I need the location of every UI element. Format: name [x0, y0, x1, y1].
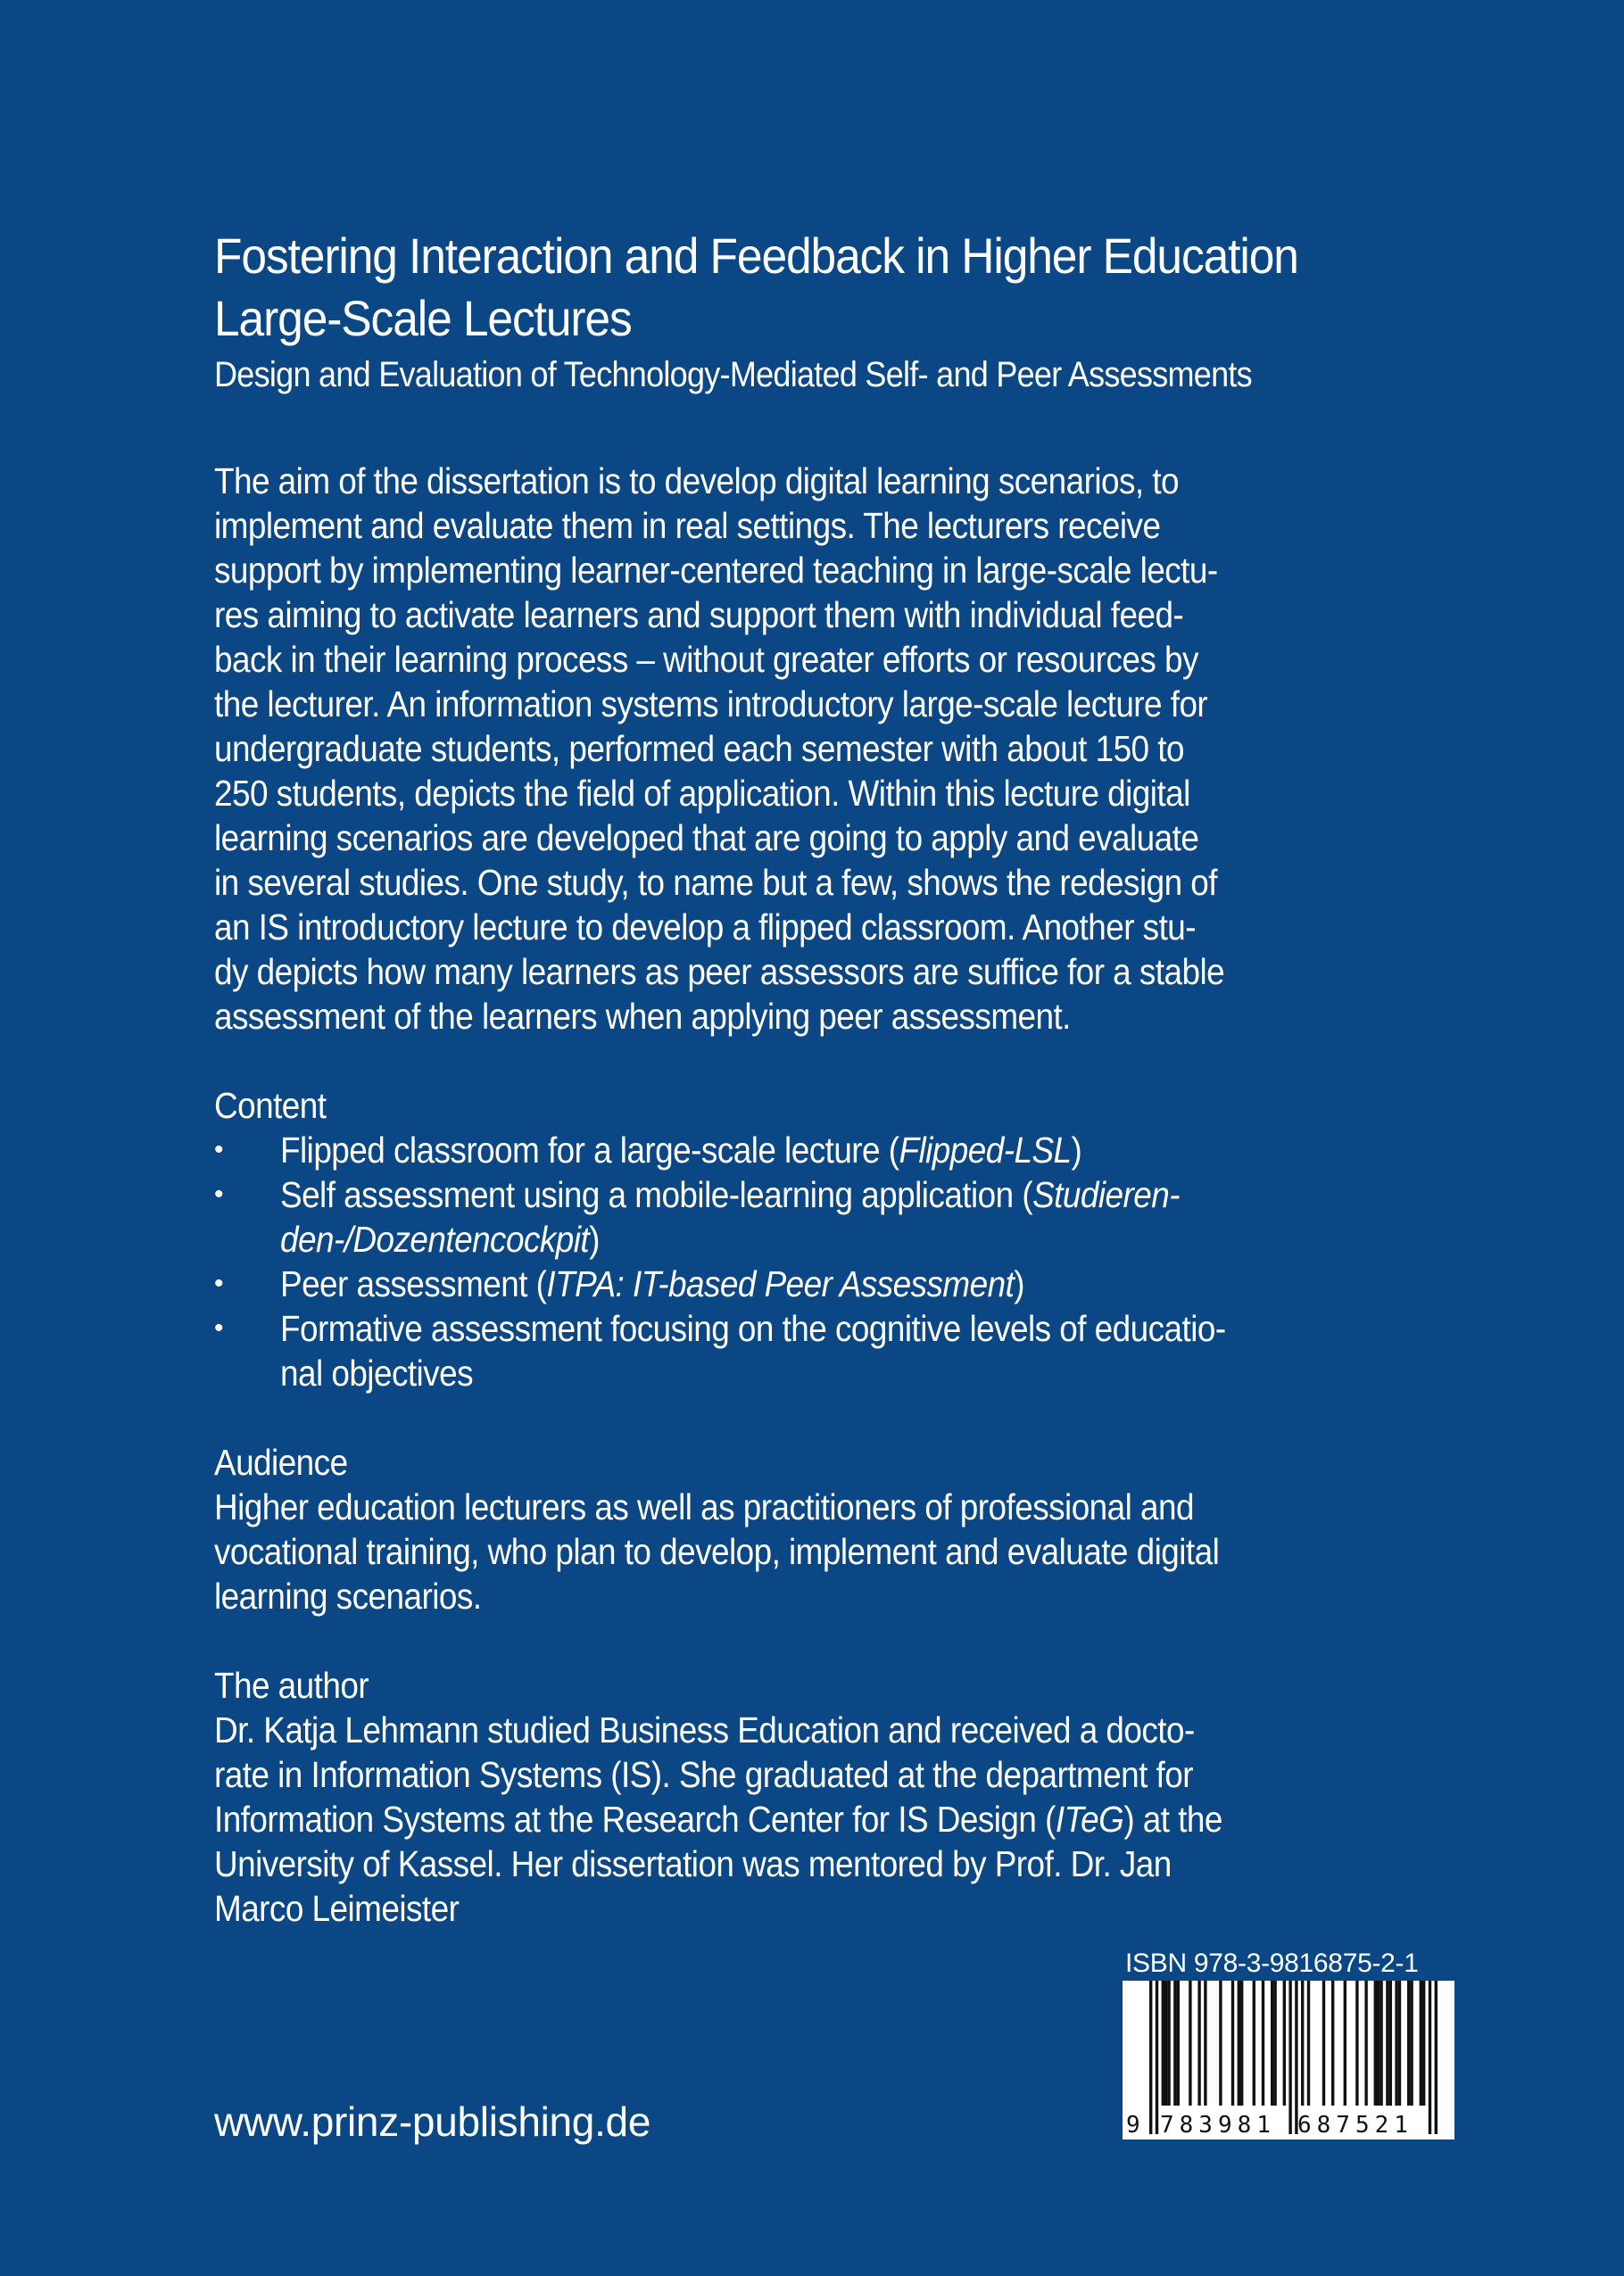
barcode-bar	[1162, 1981, 1164, 2106]
content-item-text	[280, 1217, 600, 1262]
content-heading: Content	[214, 1085, 327, 1126]
content-item-text	[280, 1262, 1024, 1306]
barcode-bar	[1377, 1981, 1380, 2106]
publisher-website-link[interactable]: www.prinz-publishing.de	[214, 2098, 651, 2145]
barcode-digits	[1123, 2111, 1454, 2139]
barcode-bar	[1422, 1981, 1425, 2106]
abstract-line: dy depicts how many learners as peer assessors are suffice for a stable	[214, 951, 1225, 992]
isbn-label: ISBN 978-3-9816875-2-1	[1125, 1949, 1419, 1978]
barcode-bar	[1389, 1981, 1392, 2106]
barcode-bar	[1407, 1981, 1410, 2106]
author-text: Information Systems at the Research Center for IS Design (	[214, 1799, 1056, 1840]
abstract-line: implement and evaluate them in real settings. The lecturers receive	[214, 505, 1161, 546]
audience-line: learning scenarios.	[214, 1576, 482, 1617]
bullet-icon: •	[214, 1313, 224, 1343]
abstract-line: support by implementing learner-centered teaching in large-scale lectu-	[214, 550, 1218, 591]
author-line: Marco Leimeister	[214, 1888, 460, 1929]
audience-heading: Audience	[214, 1442, 348, 1483]
book-title-line-1: Fostering Interaction and Feedback in Higher Education	[214, 228, 1298, 284]
barcode-bar	[1364, 1981, 1367, 2106]
barcode-bar	[1355, 1981, 1358, 2106]
barcode-bar	[1307, 1981, 1310, 2106]
title-block	[214, 225, 1481, 398]
audience-section	[214, 1440, 1481, 1618]
barcode-bar	[1283, 1981, 1286, 2106]
author-line: University of Kassel. Her dissertation was mentored by Prof. Dr. Jan	[214, 1843, 1172, 1884]
barcode-bar	[1331, 1981, 1334, 2106]
isbn-barcode	[1123, 1981, 1454, 2139]
content-list-item	[214, 1172, 1481, 1217]
bullet-icon: •	[214, 1179, 224, 1209]
abstract-line: res aiming to activate learners and support them with individual feed-	[214, 594, 1184, 635]
barcode-bar	[1177, 1981, 1180, 2106]
abstract-line: undergraduate students, performed each semester with about 150 to	[214, 728, 1184, 769]
abstract-line: the lecturer. An information systems introductory large-scale lecture for	[214, 683, 1208, 724]
item-text-italic: Studieren-	[1032, 1174, 1180, 1215]
barcode-lead-digit: 9	[1126, 2112, 1140, 2139]
barcode-bar	[1189, 1981, 1191, 2106]
barcode-bar	[1380, 1981, 1382, 2106]
barcode-bar	[1197, 1981, 1200, 2106]
abstract-line: back in their learning process – without greater efforts or resources by	[214, 639, 1198, 680]
abstract-line: in several studies. One study, to name but a few, shows the redesign of	[214, 862, 1217, 903]
abstract-paragraph	[214, 459, 1481, 1039]
barcode-bar	[1253, 1981, 1255, 2106]
item-text: Self assessment using a mobile-learning application (	[280, 1174, 1033, 1215]
author-line	[214, 1797, 1355, 1841]
content-list-item-continuation	[214, 1351, 1481, 1395]
barcode-bar	[1301, 1981, 1304, 2106]
barcode-bar	[1395, 1981, 1397, 2106]
barcode-bar	[1420, 1981, 1422, 2106]
barcode-bar	[1204, 1981, 1206, 2106]
content-section	[214, 1083, 1481, 1395]
barcode-bar	[1238, 1981, 1240, 2106]
item-text: )	[589, 1219, 600, 1260]
abstract-line: 250 students, depicts the field of application. Within this lecture digital	[214, 773, 1190, 814]
barcode-bar	[1374, 1981, 1377, 2106]
audience-line: Higher education lecturers as well as practitioners of professional and	[214, 1486, 1194, 1527]
item-text-italic: Flipped-LSL	[899, 1130, 1072, 1171]
author-text-italic: ITeG	[1055, 1799, 1124, 1840]
barcode-bar	[1271, 1981, 1273, 2106]
content-item-text	[280, 1172, 1180, 1217]
content-item-text	[280, 1128, 1081, 1172]
item-text: )	[1071, 1130, 1082, 1171]
item-text-italic: ITPA: IT-based Peer Assessment	[546, 1263, 1015, 1304]
barcode-bar	[1322, 1981, 1325, 2106]
bullet-icon: •	[214, 1135, 224, 1164]
barcode-bar	[1262, 1981, 1264, 2106]
content-list-item	[214, 1262, 1481, 1306]
bullet-icon: •	[214, 1269, 224, 1298]
content-list-item	[214, 1306, 1481, 1351]
barcode-left-digits: 783981	[1160, 2112, 1276, 2139]
abstract-line: assessment of the learners when applying peer assessment.	[214, 996, 1071, 1037]
author-text: ) at the	[1123, 1799, 1222, 1840]
content-list-item	[214, 1128, 1481, 1172]
author-heading: The author	[214, 1665, 369, 1706]
abstract-line: The aim of the dissertation is to develop digital learning scenarios, to	[214, 460, 1180, 501]
content-item-text: Formative assessment focusing on the cognitive levels of educatio-	[280, 1308, 1226, 1349]
barcode-bar	[1173, 1981, 1176, 2106]
barcode-bar	[1164, 1981, 1167, 2106]
barcode-bar	[1240, 1981, 1243, 2106]
book-subtitle: Design and Evaluation of Technology-Mediated Self- and Peer Assessments	[214, 355, 1252, 394]
barcode-right-digits: 687521	[1297, 2112, 1413, 2139]
barcode-bar	[1219, 1981, 1222, 2106]
audience-line: vocational training, who plan to develop, implement and evaluate digital	[214, 1531, 1220, 1572]
barcode-bar	[1273, 1981, 1276, 2106]
abstract-line: an IS introductory lecture to develop a flipped classroom. Another stu-	[214, 906, 1197, 948]
barcode-bar	[1344, 1981, 1346, 2106]
barcode-bar	[1386, 1981, 1388, 2106]
barcode-bar	[1231, 1981, 1234, 2106]
barcode-bar	[1398, 1981, 1401, 2106]
item-text: Flipped classroom for a large-scale lecture (	[280, 1130, 899, 1171]
item-text: )	[1014, 1263, 1025, 1304]
author-line: rate in Information Systems (IS). She graduated at the department for	[214, 1754, 1193, 1795]
barcode-bar	[1410, 1981, 1413, 2106]
item-text: Peer assessment (	[280, 1263, 547, 1304]
item-text-italic: den-/Dozentencockpit	[280, 1219, 590, 1260]
author-line: Dr. Katja Lehmann studied Business Education and received a docto-	[214, 1709, 1195, 1750]
barcode-bar	[1167, 1981, 1170, 2106]
book-title-line-2: Large-Scale Lectures	[214, 290, 632, 346]
author-section	[214, 1663, 1481, 1931]
abstract-line: learning scenarios are developed that are going to apply and evaluate	[214, 817, 1199, 858]
content-item-text: nal objectives	[280, 1353, 474, 1394]
content-list-item-continuation	[214, 1217, 1481, 1262]
